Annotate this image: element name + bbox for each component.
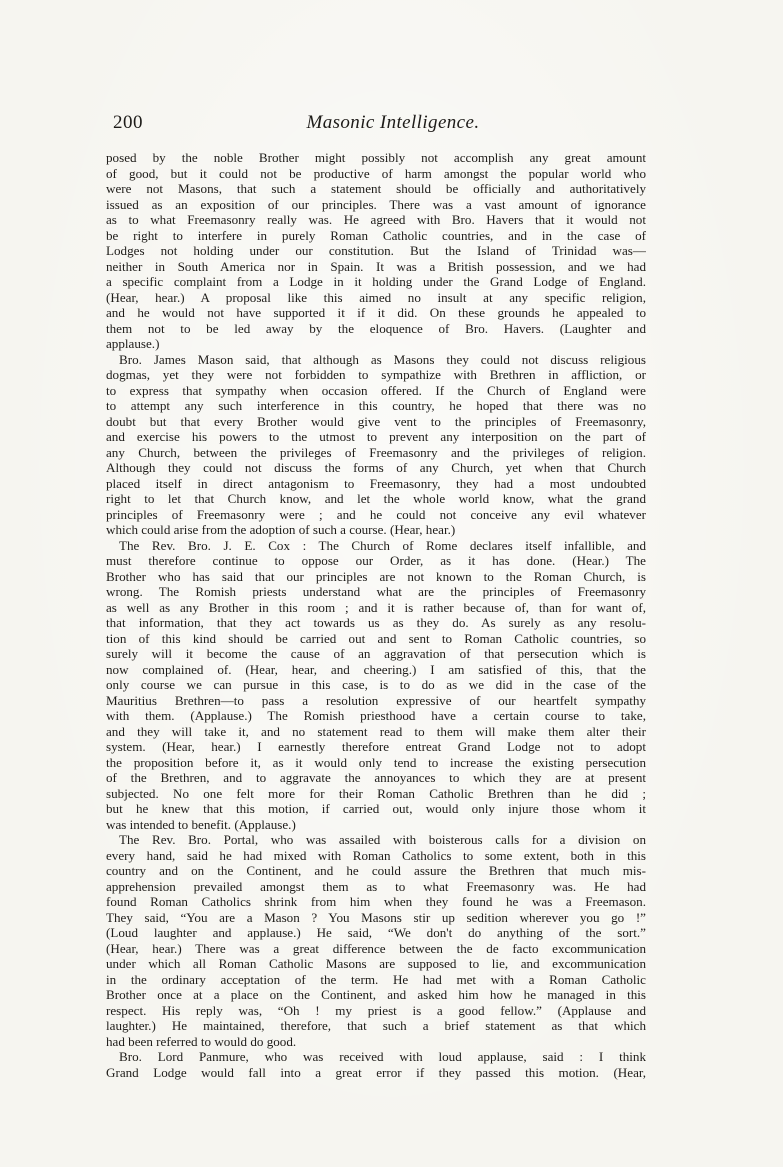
text-line: which could arise from the adoption of such a course. (Hear, hear.) (106, 522, 456, 537)
text-line: now complained of. (Hear, hear, and cheering.) I am satisfied of this, that the (106, 661, 646, 677)
text-line: right to let that Church know, and let the whole world know, what the grand (106, 491, 646, 506)
text-line: of good, but it could not be productive of harm amongst the popular world who (106, 165, 646, 181)
text-line: posed by the noble Brother might possibly not accomplish any great amount (106, 150, 646, 165)
text-line: to express that sympathy when occasion offered. If the Church of England were (106, 382, 646, 398)
text-line: Mauritius Brethren—to pass a resolution expressive of our heartfelt sympathy (106, 692, 646, 708)
text-line: a specific complaint from a Lodge in it holding under the Grand Lodge of England. (106, 274, 646, 289)
text-line: of the Brethren, and to aggravate the annoyances to which they are at present (106, 770, 646, 785)
text-line: were not Masons, that such a statement should be officially and authoritatively (106, 181, 646, 196)
text-line: respect. His reply was, “Oh ! my priest is a good fellow.” (Applause and (106, 1002, 646, 1018)
text-line: and exercise his powers to the utmost to prevent any interposition on the part of (106, 429, 646, 444)
text-line: issued as an exposition of our principles. There was a vast amount of ignorance (106, 196, 646, 212)
text-line: Brother who has said that our principles are not known to the Roman Church, is (106, 568, 646, 584)
text-line: be right to interfere in purely Roman Catholic countries, and in the case of (106, 227, 646, 243)
text-line: Although they could not discuss the forms of any Church, yet when that Church (106, 460, 646, 475)
text-line: Brother once at a place on the Continent, and asked him how he managed in this (106, 987, 646, 1002)
text-line: and they will take it, and no statement read to them will make them alter their (106, 723, 646, 739)
article-body (106, 150, 646, 1080)
text-line: tion of this kind should be carried out and sent to Roman Catholic countries, so (106, 630, 646, 646)
page-header (113, 112, 643, 142)
text-line: the proposition before it, as it would only tend to increase the existing persecution (106, 754, 646, 770)
text-line: and he would not have supported it if it did. On these grounds he appealed to (106, 305, 646, 320)
text-line: as well as any Brother in this room ; and it is rather because of, than for want of, (106, 599, 646, 615)
page-number: 200 (113, 112, 143, 133)
text-line: (Loud laughter and applause.) He said, “We don't do anything of the sort.” (106, 925, 646, 940)
text-line: dogmas, yet they were not forbidden to sympathize with Brethren in affliction, or (106, 367, 646, 382)
running-title: Masonic Intelligence. (306, 112, 480, 133)
text-line: Bro. Lord Panmure, who was received with loud applause, said : I think (119, 1049, 646, 1064)
text-line: The Rev. Bro. J. E. Cox : The Church of Rome declares itself infallible, and (119, 537, 646, 553)
text-line: apprehension prevailed amongst them as to what Freemasonry was. He had (106, 878, 646, 894)
text-line: as to what Freemasonry really was. He agreed with Bro. Havers that it would not (106, 212, 646, 227)
text-line: The Rev. Bro. Portal, who was assailed with boisterous calls for a division on (119, 832, 646, 847)
text-line: subjected. No one felt more for their Roman Catholic Brethren than he did ; (106, 785, 646, 801)
text-line: (Hear, hear.) A proposal like this aimed no insult at any specific religion, (106, 289, 646, 305)
text-line: wrong. The Romish priests understand what are the principles of Freemasonry (106, 584, 646, 599)
text-line: doubt but that every Brother would give vent to the principles of Freemasonry, (106, 413, 646, 429)
text-line: must therefore continue to oppose our Order, as it has done. (Hear.) The (106, 553, 646, 568)
text-line: Lodges not holding under our constitution. But the Island of Trinidad was— (106, 243, 646, 258)
text-line: Grand Lodge would fall into a great error if they passed this motion. (Hear, (106, 1064, 646, 1080)
text-line: surely will it become the cause of an aggravation of that persecution which is (106, 646, 646, 661)
text-line: laughter.) He maintained, therefore, that such a brief statement as that which (106, 1018, 646, 1033)
text-line: system. (Hear, hear.) I earnestly therefore entreat Grand Lodge not to adopt (106, 739, 646, 754)
text-line: every hand, said he had mixed with Roman Catholics to some extent, both in this (106, 847, 646, 863)
text-line: (Hear, hear.) There was a great difference between the de facto excommunication (106, 940, 646, 956)
text-line: under which all Roman Catholic Masons are supposed to lie, and excommunication (106, 956, 646, 971)
text-line: applause.) (106, 336, 160, 351)
text-line: in the ordinary acceptation of the term. He had met with a Roman Catholic (106, 971, 646, 987)
text-line: They said, “You are a Mason ? You Masons stir up sedition wherever you go !” (106, 909, 646, 925)
text-line: but he knew that this motion, if carried out, would only injure those whom it (106, 801, 646, 816)
text-line: found Roman Catholics shrink from him when they found he was a Freemason. (106, 894, 646, 909)
text-line: placed itself in direct antagonism to Freemasonry, they had a most undoubted (106, 475, 646, 491)
text-line: principles of Freemasonry were ; and he could not conceive any evil whatever (106, 506, 646, 522)
text-line: any Church, between the privileges of Freemasonry and the privileges of religion. (106, 444, 646, 460)
text-line: them not to be led away by the eloquence of Bro. Havers. (Laughter and (106, 320, 646, 336)
text-line: country and on the Continent, and he could assure the Brethren that much mis- (106, 863, 646, 878)
text-line: was intended to benefit. (Applause.) (106, 816, 296, 832)
text-line: to attempt any such interference in this country, he hoped that there was no (106, 398, 646, 413)
text-line: had been referred to would do good. (106, 1033, 297, 1049)
text-line: Bro. James Mason said, that although as Masons they could not discuss religious (119, 351, 646, 367)
text-line: only course we can pursue in this case, is to do as we did in the case of the (106, 677, 646, 692)
text-line: with them. (Applause.) The Romish priesthood have a certain course to take, (106, 708, 646, 723)
text-line: that information, that they act towards us as they do. As surely as any resolu- (106, 615, 646, 630)
text-line: neither in South America nor in Spain. It was a British possession, and we had (106, 258, 646, 274)
